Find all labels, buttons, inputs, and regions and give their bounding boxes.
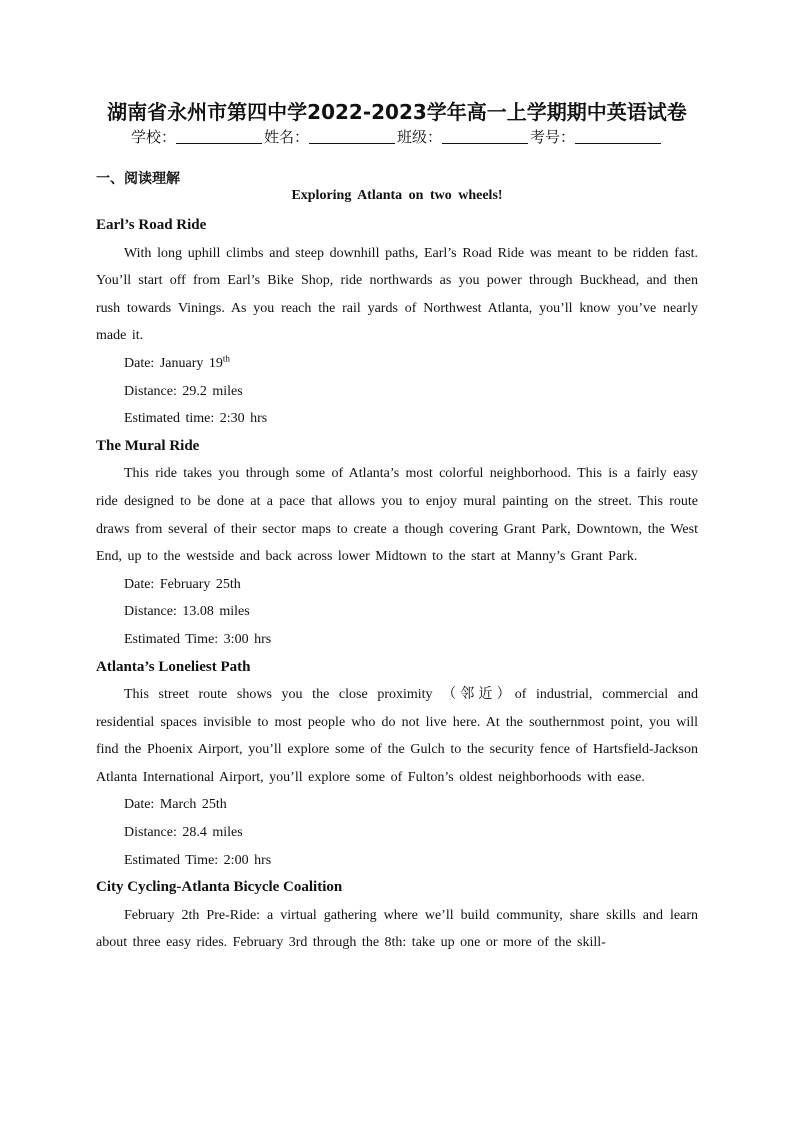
ride-description: This ride takes you through some of Atlanta’s most colorful neighborhood. This is a fairly easy ride designed to be done at a pace that allows you to enjoy mural painting on the street. This route draws from several of their sector maps to create a though covering Grant Park, Downtown, the West End, up to the westside and back across lower Midtown to the start at Manny’s Grant Park. <box>96 466 698 565</box>
ride-description: With long uphill climbs and steep downhill paths, Earl’s Road Ride was meant to be ridden fast. You’ll start off from Earl’s Bike Shop, ride northwards as you power through Buckhead, and then rush towards Vinings. As you reach the rail yards of Northwest Atlanta, you’ll know you’ve nearly made it. <box>96 245 698 344</box>
ride-title: The Mural Ride <box>96 437 200 454</box>
school-blank[interactable] <box>176 129 262 144</box>
ride-city-cycling <box>96 874 698 957</box>
ride-loneliest-path <box>96 654 698 875</box>
school-label: 学校： <box>130 128 176 146</box>
class-label: 班级： <box>397 128 443 146</box>
name-blank[interactable] <box>309 129 395 144</box>
article-body <box>96 212 698 957</box>
article-title: Exploring Atlanta on two wheels! <box>291 188 503 203</box>
name-field <box>264 126 397 147</box>
ride-date-ordinal: th <box>222 353 230 364</box>
ride-mural <box>96 433 698 654</box>
ride-date: Date: February 25th <box>124 576 241 592</box>
ride-description: This street route shows you the close proximity （邻近）of industrial, commercial and residential spaces invisible to most people who do not live here. At the southernmost point, you will find the Phoenix Airport, you’ll explore some of the Gulch to the security fence of Hartsfield-Jackson Atlanta International Airport, you’ll explore some of Fulton’s oldest neighborhoods with ease. <box>96 687 698 785</box>
ride-earls-road <box>96 212 698 433</box>
ride-time: Estimated Time: 2:00 hrs <box>124 852 272 868</box>
class-blank[interactable] <box>442 129 528 144</box>
ride-title: City Cycling-Atlanta Bicycle Coalition <box>96 879 343 896</box>
class-field <box>397 126 530 147</box>
school-field <box>131 126 264 147</box>
student-info-line <box>0 126 794 147</box>
section-heading: 一、阅读理解 <box>96 171 180 187</box>
ride-date <box>96 350 698 378</box>
exam-number-blank[interactable] <box>575 129 661 144</box>
ride-time: Estimated time: 2:30 hrs <box>124 411 268 427</box>
ride-distance: Distance: 13.08 miles <box>124 604 250 620</box>
ride-distance: Distance: 28.4 miles <box>124 825 243 841</box>
ride-date: Date: March 25th <box>124 797 227 813</box>
ride-title: Earl’s Road Ride <box>96 217 207 233</box>
ride-distance: Distance: 29.2 miles <box>124 383 243 399</box>
ride-time: Estimated Time: 3:00 hrs <box>124 631 272 647</box>
ride-description: February 2th Pre-Ride: a virtual gathering where we’ll build community, share skills and learn about three easy rides. February 3rd through the 8th: take up one or more of the skill- <box>96 907 698 951</box>
exam-number-field <box>530 126 663 147</box>
ride-title: Atlanta’s Loneliest Path <box>96 658 251 675</box>
exam-title: 湖南省永州市第四中学2022-2023学年高一上学期期中英语试卷 <box>107 100 687 124</box>
exam-number-label: 考号： <box>530 128 576 146</box>
name-label: 姓名： <box>263 128 309 146</box>
ride-date-text: Date: January 19 <box>124 355 223 371</box>
